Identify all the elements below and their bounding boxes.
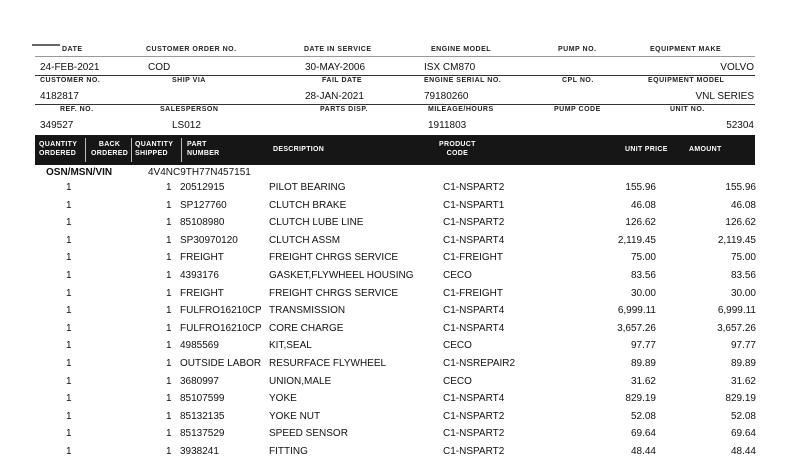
item-description: FITTING — [269, 446, 308, 457]
item-part-number: 3680997 — [180, 375, 219, 387]
item-qty-ordered: 1 — [66, 322, 72, 334]
item-part-number: FREIGHT — [180, 252, 224, 264]
item-part-number: 4985569 — [180, 340, 219, 352]
item-unit-price: 31.62 — [630, 375, 656, 387]
item-qty-ordered: 1 — [66, 234, 72, 246]
item-qty-shipped: 1 — [166, 410, 172, 422]
item-unit-price: 829.19 — [625, 393, 656, 405]
item-product-code: C1-NSPART4 — [443, 305, 505, 317]
col-description: DESCRIPTION — [273, 146, 325, 153]
value-engine-serial-no: 79180260 — [424, 91, 469, 102]
item-amount: 829.19 — [725, 393, 756, 405]
value-equipment-model: VNL SERIES — [695, 91, 754, 102]
line-item-row — [0, 270, 798, 287]
item-part-number: 4393176 — [180, 270, 219, 281]
label-engine-serial-no: ENGINE SERIAL NO. — [424, 77, 502, 84]
label-pump-no: PUMP NO. — [558, 46, 597, 53]
item-product-code: C1-NSPART2 — [443, 428, 505, 440]
item-amount: 3,657.26 — [717, 322, 756, 334]
item-description: KIT,SEAL — [269, 340, 312, 352]
col-qty-shipped: QUANTITY SHIPPED — [135, 141, 174, 157]
item-qty-shipped: 1 — [166, 252, 172, 264]
col-part-number: PART NUMBER — [187, 141, 220, 157]
item-description: YOKE — [269, 393, 297, 405]
item-unit-price: 30.00 — [630, 287, 656, 299]
item-part-number: FULFRO16210CP — [180, 322, 262, 334]
item-description: YOKE NUT — [269, 410, 321, 422]
item-amount: 126.62 — [725, 217, 756, 229]
item-unit-price: 6,999.11 — [617, 305, 656, 317]
label-pump-code: PUMP CODE — [554, 106, 601, 113]
item-unit-price: 52.08 — [630, 410, 656, 422]
header-rule-3 — [35, 104, 755, 105]
item-description: CLUTCH ASSM — [269, 234, 341, 246]
item-product-code: C1-NSPART2 — [443, 446, 505, 457]
item-description: CORE CHARGE — [269, 322, 344, 334]
line-item-row — [0, 376, 798, 393]
item-qty-ordered: 1 — [66, 358, 72, 369]
header-rule-1 — [35, 56, 755, 57]
line-item-row — [0, 200, 798, 217]
item-qty-shipped: 1 — [166, 393, 172, 405]
scan-mark — [32, 44, 60, 46]
line-item-row — [0, 252, 798, 269]
value-mileage-hours: 1911803 — [428, 120, 467, 131]
item-description: PILOT BEARING — [269, 182, 346, 193]
item-unit-price: 3,657.26 — [617, 322, 656, 334]
value-customer-order-no: COD — [148, 62, 171, 73]
item-qty-ordered: 1 — [66, 340, 72, 352]
label-cpl-no: CPL NO. — [562, 77, 594, 84]
item-part-number: OUTSIDE LABOR — [180, 358, 262, 369]
item-qty-ordered: 1 — [66, 270, 72, 281]
line-item-row — [0, 446, 798, 463]
item-description: SPEED SENSOR — [269, 428, 348, 440]
item-description: CLUTCH LUBE LINE — [269, 217, 364, 229]
item-qty-ordered: 1 — [66, 217, 72, 229]
line-item-row — [0, 217, 798, 234]
item-product-code: CECO — [443, 340, 472, 352]
item-amount: 6,999.11 — [717, 305, 756, 317]
item-description: CLUTCH BRAKE — [269, 199, 347, 211]
item-part-number: 3938241 — [180, 446, 219, 457]
item-qty-shipped: 1 — [166, 358, 172, 369]
item-amount: 69.64 — [730, 428, 756, 440]
item-qty-shipped: 1 — [166, 340, 172, 352]
item-unit-price: 46.08 — [630, 199, 656, 211]
item-amount: 75.00 — [730, 252, 756, 264]
line-item-row — [0, 428, 798, 445]
value-unit-no: 52304 — [726, 120, 754, 131]
line-item-row — [0, 358, 798, 375]
item-description: UNION,MALE — [269, 375, 332, 387]
item-qty-ordered: 1 — [66, 428, 72, 440]
value-date-in-service: 30-MAY-2006 — [305, 62, 366, 73]
line-item-row — [0, 182, 798, 199]
item-qty-ordered: 1 — [66, 252, 72, 264]
item-unit-price: 2,119.45 — [617, 234, 656, 246]
item-qty-shipped: 1 — [166, 446, 172, 457]
item-amount: 46.08 — [730, 199, 756, 211]
label-unit-no: UNIT NO. — [670, 106, 705, 113]
item-part-number: SP30970120 — [180, 234, 238, 246]
item-product-code: CECO — [443, 375, 472, 387]
item-product-code: C1-NSPART1 — [443, 199, 505, 211]
header-rule-2 — [35, 75, 755, 76]
value-engine-model: ISX CM870 — [424, 62, 476, 73]
item-qty-shipped: 1 — [166, 287, 172, 299]
col-amount: AMOUNT — [689, 146, 722, 153]
item-unit-price: 89.89 — [630, 358, 656, 369]
item-unit-price: 97.77 — [630, 340, 656, 352]
label-ship-via: SHIP VIA — [172, 77, 206, 84]
item-product-code: C1-NSPART2 — [443, 182, 505, 193]
item-unit-price: 126.62 — [625, 217, 656, 229]
item-qty-shipped: 1 — [166, 270, 172, 281]
item-unit-price: 155.96 — [625, 182, 656, 193]
label-fail-date: FAIL DATE — [322, 77, 363, 84]
item-product-code: C1-FREIGHT — [443, 252, 503, 264]
value-fail-date: 28-JAN-2021 — [305, 91, 364, 102]
item-amount: 52.08 — [730, 410, 756, 422]
item-qty-ordered: 1 — [66, 375, 72, 387]
item-qty-ordered: 1 — [66, 287, 72, 299]
col-back-ordered: BACK ORDERED — [91, 141, 129, 157]
label-equipment-model: EQUIPMENT MODEL — [648, 77, 725, 84]
label-date-in-service: DATE IN SERVICE — [304, 46, 372, 53]
label-date: DATE — [62, 46, 83, 53]
item-qty-ordered: 1 — [66, 410, 72, 422]
item-product-code: C1-NSPART2 — [443, 217, 505, 229]
line-item-row — [0, 340, 798, 357]
label-mileage-hours: MILEAGE/HOURS — [428, 106, 494, 113]
value-date: 24-FEB-2021 — [40, 62, 100, 73]
item-qty-shipped: 1 — [166, 305, 172, 317]
item-description: GASKET,FLYWHEEL HOUSING — [269, 270, 414, 281]
item-description: FREIGHT CHRGS SERVICE — [269, 287, 399, 299]
item-unit-price: 48.44 — [630, 446, 656, 457]
item-amount: 30.00 — [730, 287, 756, 299]
value-equipment-make: VOLVO — [720, 62, 754, 73]
line-item-row — [0, 305, 798, 322]
item-product-code: C1-NSPART4 — [443, 322, 505, 334]
item-amount: 97.77 — [730, 340, 756, 352]
item-amount: 2,119.45 — [717, 234, 756, 246]
item-qty-ordered: 1 — [66, 182, 72, 193]
value-ref-no: 349527 — [40, 120, 74, 131]
item-unit-price: 69.64 — [630, 428, 656, 440]
item-part-number: 85108980 — [180, 217, 225, 229]
item-description: FREIGHT CHRGS SERVICE — [269, 252, 399, 264]
item-part-number: FULFRO16210CP — [180, 305, 262, 317]
item-amount: 31.62 — [730, 375, 756, 387]
label-customer-no: CUSTOMER NO. — [40, 77, 101, 84]
item-qty-ordered: 1 — [66, 446, 72, 457]
label-equipment-make: EQUIPMENT MAKE — [650, 46, 722, 53]
item-qty-shipped: 1 — [166, 217, 172, 229]
col-unit-price: UNIT PRICE — [625, 146, 668, 153]
item-qty-ordered: 1 — [66, 393, 72, 405]
item-amount: 155.96 — [725, 182, 756, 193]
value-customer-no: 4182817 — [40, 91, 79, 102]
col-qty-ordered: QUANTITY ORDERED — [39, 141, 78, 157]
item-amount: 48.44 — [730, 446, 756, 457]
osn-value: 4V4NC9TH77N457151 — [148, 167, 251, 178]
item-qty-shipped: 1 — [166, 428, 172, 440]
line-item-row — [0, 411, 798, 428]
item-part-number: 20512915 — [180, 182, 225, 193]
label-salesperson: SALESPERSON — [160, 106, 219, 113]
label-customer-order-no: CUSTOMER ORDER NO. — [146, 46, 237, 53]
item-unit-price: 83.56 — [630, 270, 656, 281]
item-product-code: C1-NSREPAIR2 — [443, 358, 516, 369]
item-part-number: 85137529 — [180, 428, 225, 440]
item-description: TRANSMISSION — [269, 305, 346, 317]
item-product-code: C1-NSPART4 — [443, 393, 505, 405]
line-item-row — [0, 393, 798, 410]
item-description: RESURFACE FLYWHEEL — [269, 358, 387, 369]
item-part-number: 85132135 — [180, 410, 225, 422]
item-part-number: FREIGHT — [180, 287, 224, 299]
line-item-row — [0, 288, 798, 305]
item-part-number: 85107599 — [180, 393, 225, 405]
item-qty-shipped: 1 — [166, 375, 172, 387]
label-engine-model: ENGINE MODEL — [431, 46, 492, 53]
item-product-code: C1-NSPART2 — [443, 410, 505, 422]
item-qty-ordered: 1 — [66, 199, 72, 211]
item-product-code: C1-FREIGHT — [443, 287, 503, 299]
item-unit-price: 75.00 — [630, 252, 656, 264]
item-product-code: C1-NSPART4 — [443, 234, 505, 246]
line-item-row — [0, 235, 798, 252]
item-product-code: CECO — [443, 270, 472, 281]
item-qty-shipped: 1 — [166, 182, 172, 193]
column-header-bar — [35, 135, 755, 165]
osn-label: OSN/MSN/VIN — [46, 167, 113, 178]
item-qty-shipped: 1 — [166, 234, 172, 246]
label-ref-no: REF. NO. — [60, 106, 94, 113]
item-amount: 89.89 — [730, 358, 756, 369]
value-salesperson: LS012 — [172, 120, 201, 131]
item-amount: 83.56 — [730, 270, 756, 281]
item-qty-ordered: 1 — [66, 305, 72, 317]
item-part-number: SP127760 — [180, 199, 227, 211]
col-product-code: PRODUCT CODE — [439, 141, 476, 157]
item-qty-shipped: 1 — [166, 199, 172, 211]
label-parts-disp: PARTS DISP. — [320, 106, 369, 113]
item-qty-shipped: 1 — [166, 322, 172, 334]
line-item-row — [0, 323, 798, 340]
